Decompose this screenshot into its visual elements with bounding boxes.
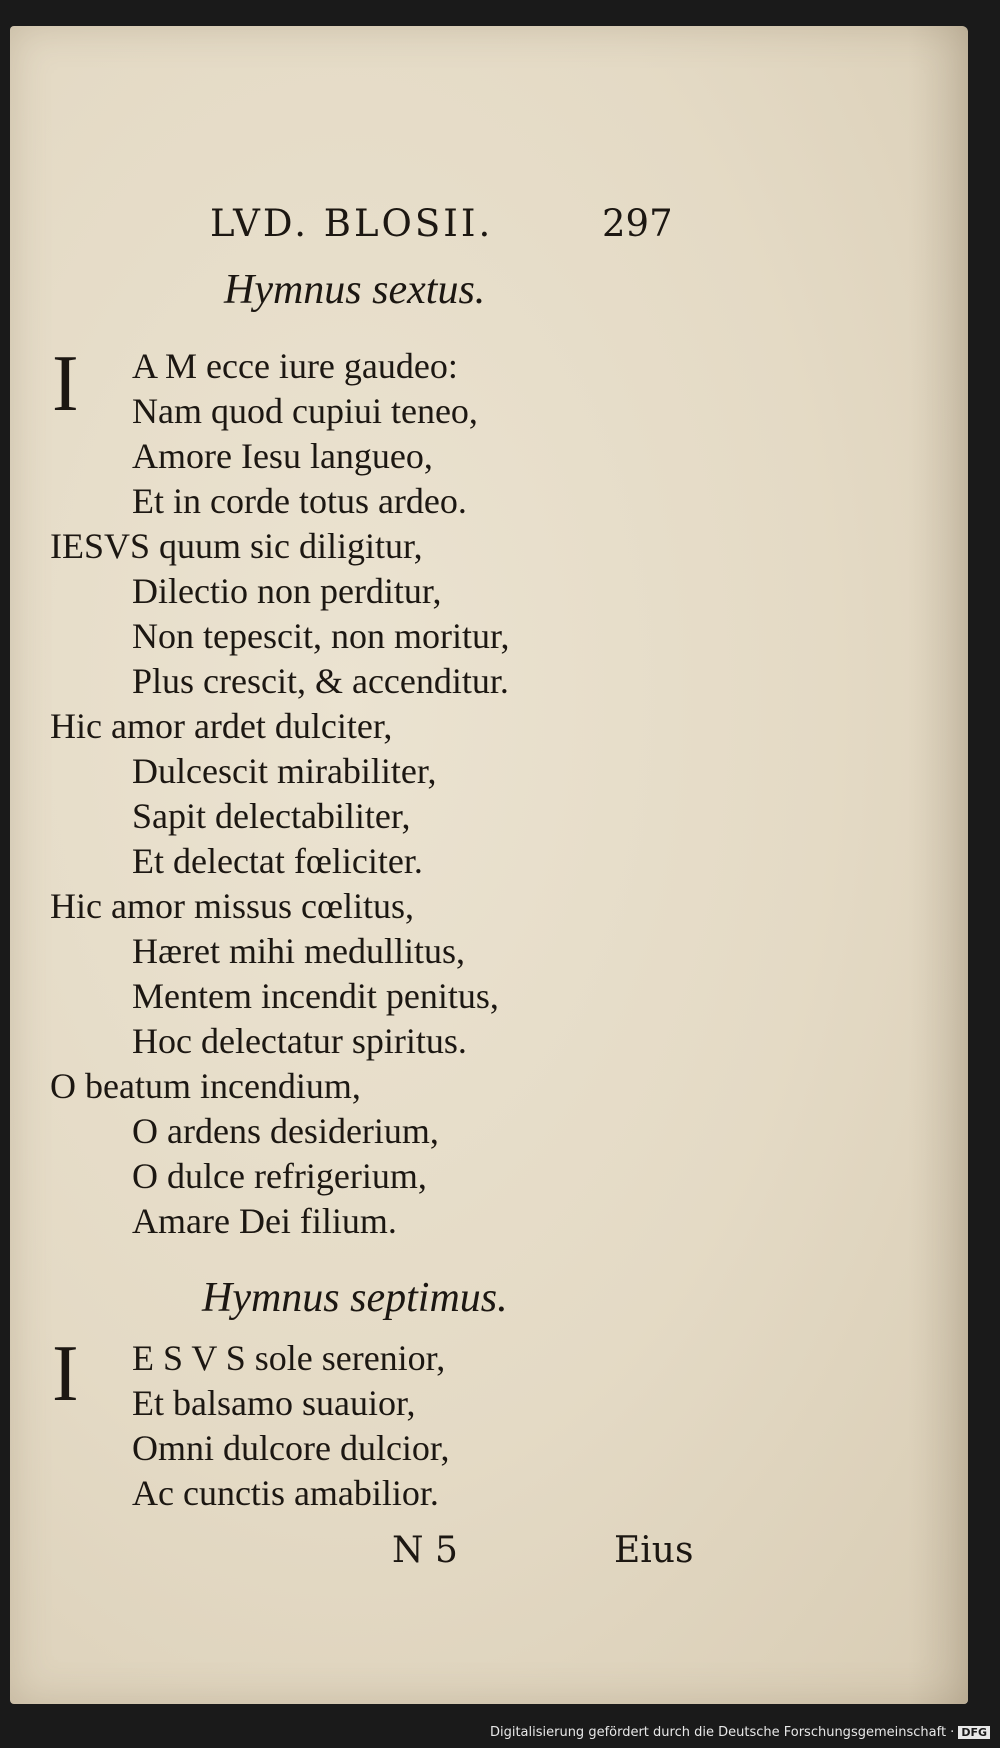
signature-mark: N 5 [392, 1530, 458, 1571]
verse-line: Dilectio non perditur, [132, 571, 442, 611]
book-page [10, 26, 968, 1704]
digitization-credit [490, 1725, 990, 1740]
credit-text: Digitalisierung gefördert durch die Deutsche Forschungsgemeinschaft · [489, 1725, 955, 1740]
verse-line: IESVS quum sic diligitur, [50, 526, 423, 566]
verse-line: Hic amor missus cœlitus, [50, 886, 414, 926]
verse-line: Sapit delectabiliter, [132, 796, 411, 836]
verse-line: Ac cunctis amabilior. [132, 1473, 439, 1513]
hymn-six-verse [50, 340, 510, 1244]
hymn-six-title: Hymnus sextus. [224, 267, 486, 313]
verse-line: Amore Iesu langueo, [132, 436, 433, 476]
hymn-seven-verse [50, 1330, 450, 1516]
verse-line: O dulce refrigerium, [132, 1156, 427, 1196]
verse-line: A M ecce iure gaudeo: [132, 346, 458, 386]
verse-line: Et in corde totus ardeo. [132, 481, 467, 521]
verse-line: Et balsamo suauior, [132, 1383, 416, 1423]
verse-line: O beatum incendium, [50, 1066, 361, 1106]
hymn-seven-dropcap: I [52, 1330, 79, 1418]
page-number: 297 [602, 202, 673, 245]
verse-line: Amare Dei filium. [132, 1201, 397, 1241]
verse-line: Et delectat fœliciter. [132, 841, 423, 881]
verse-line: Hæret mihi medullitus, [132, 931, 465, 971]
verse-line: E S V S sole serenior, [132, 1338, 446, 1378]
verse-line: Non tepescit, non moritur, [132, 616, 510, 656]
verse-line: Hic amor ardet dulciter, [50, 706, 393, 746]
catchword: Eius [614, 1530, 694, 1571]
verse-line: Omni dulcore dulcior, [132, 1428, 450, 1468]
verse-line: Hoc delectatur spiritus. [132, 1021, 467, 1061]
verse-line: Nam quod cupiui teneo, [132, 391, 478, 431]
hymn-six-dropcap: I [52, 340, 79, 428]
verse-line: Plus crescit, & accenditur. [132, 661, 509, 701]
hymn-seven-title: Hymnus septimus. [202, 1275, 508, 1321]
verse-line: O ardens desiderium, [132, 1111, 439, 1151]
dfg-logo-icon: DFG [958, 1726, 990, 1739]
running-head: LVD. BLOSII. [210, 202, 494, 245]
verse-line: Mentem incendit penitus, [132, 976, 499, 1016]
verse-line: Dulcescit mirabiliter, [132, 751, 437, 791]
